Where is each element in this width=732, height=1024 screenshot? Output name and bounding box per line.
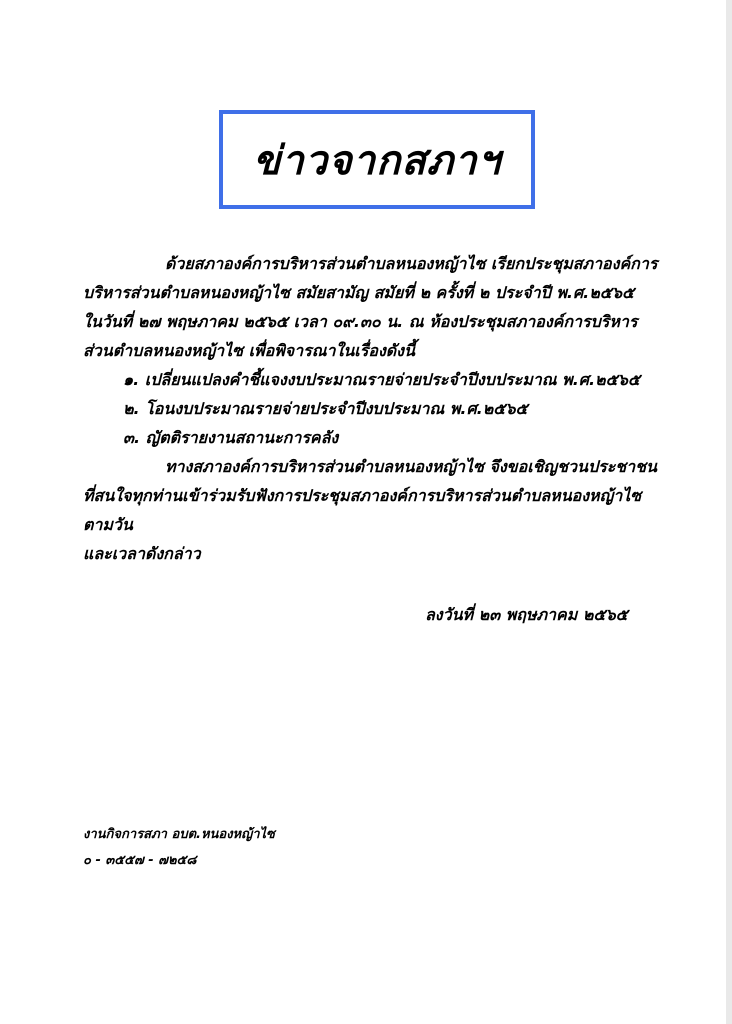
closing-line-1: ทางสภาองค์การบริหารส่วนตำบลหนองหญ้าไซ จึงขอเชิญชวนประชาชน xyxy=(165,457,657,476)
footer-phone: ๐ - ๓๕๕๗ - ๗๒๕๘ xyxy=(83,853,197,868)
closing-line-2: ที่สนใจทุกท่านเข้าร่วมรับฟังการประชุมสภาองค์การบริหารส่วนตำบลหนองหญ้าไซ xyxy=(83,486,642,505)
agenda-item-3: ๓. ญัตติรายงานสถานะการคลัง xyxy=(123,428,339,447)
agenda-item-2: ๒. โอนงบประมาณรายจ่ายประจำปีงบประมาณ พ.ศ.๒๕๖๕ xyxy=(123,399,528,418)
body-line-1: ด้วยสภาองค์การบริหารส่วนตำบลหนองหญ้าไซ เรียกประชุมสภาองค์การ xyxy=(165,254,658,273)
signed-date: ลงวันที่ ๒๓ พฤษภาคม ๒๕๖๕ xyxy=(425,605,628,624)
closing-line-3: ตามวัน xyxy=(83,515,133,534)
page-title: ข่าวจากสภาฯ xyxy=(252,136,502,184)
closing-line-4: และเวลาดังกล่าว xyxy=(83,544,201,563)
page-edge-shadow xyxy=(726,0,732,1024)
title-box xyxy=(219,110,535,209)
body-line-2: บริหารส่วนตำบลหนองหญ้าไซ สมัยสามัญ สมัยที่ ๒ ครั้งที่ ๒ ประจำปี พ.ศ.๒๕๖๕ xyxy=(83,283,635,302)
footer xyxy=(83,822,275,874)
body-line-4: ส่วนตำบลหนองหญ้าไซ เพื่อพิจารณาในเรื่องดังนี้ xyxy=(83,341,415,360)
agenda-item-1: ๑. เปลี่ยนแปลงคำชี้แจงงบประมาณรายจ่ายประจำปีงบประมาณ พ.ศ.๒๕๖๕ xyxy=(123,370,640,389)
body-line-3: ในวันที่ ๒๗ พฤษภาคม ๒๕๖๕ เวลา ๐๙.๓๐ น. ณ ห้องประชุมสภาองค์การบริหาร xyxy=(83,312,638,331)
footer-department: งานกิจการสภา อบต.หนองหญ้าไซ xyxy=(83,827,275,842)
announcement-body xyxy=(83,249,673,568)
